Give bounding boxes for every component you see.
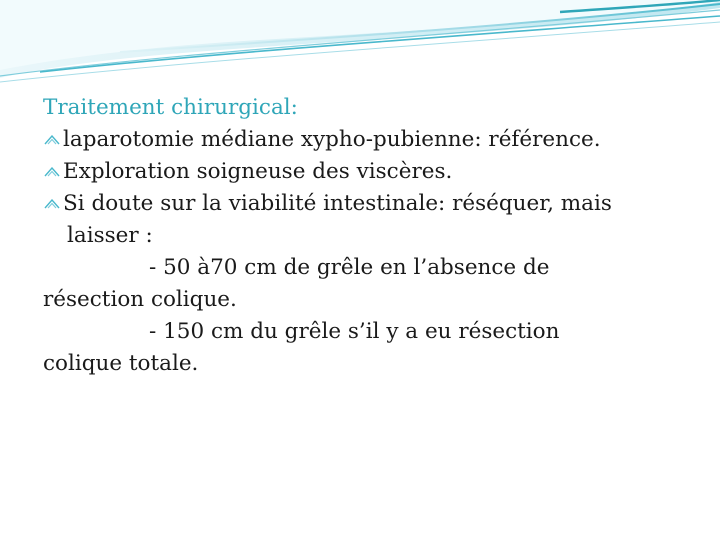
bullet-text: laparotomie médiane xypho-pubienne: référence. bbox=[63, 127, 601, 152]
sub-item bbox=[43, 316, 693, 380]
slide-body bbox=[43, 92, 693, 380]
bullet-item bbox=[43, 188, 693, 220]
bullet-continuation: laisser : bbox=[67, 223, 153, 248]
bullet-icon bbox=[44, 167, 60, 177]
bullet-text: Exploration soigneuse des viscères. bbox=[63, 159, 453, 184]
bullet-icon bbox=[44, 199, 60, 209]
sub-item bbox=[43, 252, 693, 316]
header-wave-decoration bbox=[0, 0, 720, 90]
sub-item-continuation: colique totale. bbox=[43, 351, 199, 376]
bullet-item bbox=[43, 124, 693, 156]
slide-title: Traitement chirurgical: bbox=[43, 95, 298, 120]
sub-item-first-line: - 50 à70 cm de grêle en l’absence de bbox=[149, 255, 550, 280]
sub-item-first-line: - 150 cm du grêle s’il y a eu résection bbox=[149, 319, 560, 344]
sub-item-continuation: résection colique. bbox=[43, 287, 237, 312]
bullet-icon bbox=[44, 135, 60, 145]
bullet-item bbox=[43, 156, 693, 188]
bullet-text: Si doute sur la viabilité intestinale: réséquer, mais bbox=[63, 191, 612, 216]
